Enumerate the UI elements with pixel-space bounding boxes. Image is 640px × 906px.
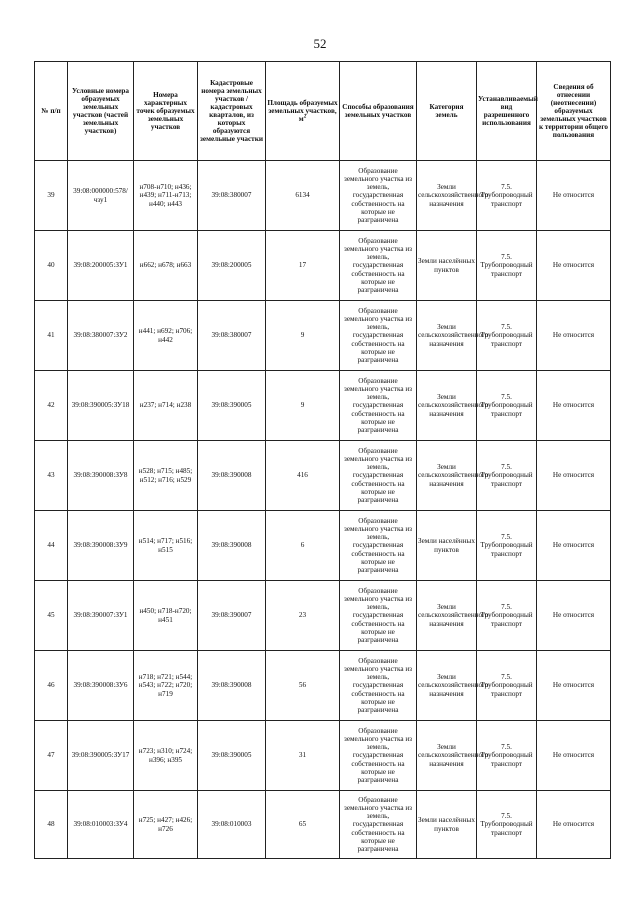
table-row (35, 791, 611, 859)
cell-points-text: н662; н678; н663 (139, 261, 192, 270)
cell-points (134, 301, 198, 371)
cell-plot-id-text: 39:08:000000:578/чзу1 (73, 187, 128, 204)
cell-permitted-use-text: 7.5. Трубопроводный транспорт (480, 812, 533, 837)
cell-plot-id-text: 39:08:010003:ЗУ4 (73, 820, 128, 829)
cell-area-text: 23 (298, 611, 307, 620)
cell-category (417, 511, 477, 581)
cell-cadastral (198, 301, 266, 371)
cell-number-text: 45 (47, 611, 55, 620)
table-row (35, 651, 611, 721)
cell-number (35, 721, 68, 791)
cell-points (134, 581, 198, 651)
cell-permitted-use (477, 511, 537, 581)
cell-method-text: Образование земельного участка из земель, государственная собственность на которые не разграничена (343, 307, 413, 364)
cell-cadastral-text: 39:08:390005 (211, 401, 252, 410)
cell-permitted-use (477, 651, 537, 721)
table-row (35, 231, 611, 301)
cell-area (266, 371, 340, 441)
cell-area-text: 65 (298, 820, 307, 829)
cell-number (35, 301, 68, 371)
cell-category-text: Земли сельскохозяйственного назначения (418, 393, 489, 418)
cell-public-use-text: Не относится (552, 191, 595, 200)
cell-cadastral-text: 39:08:390008 (211, 541, 252, 550)
cell-plot-id (68, 651, 134, 721)
cell-permitted-use-text: 7.5. Трубопроводный транспорт (480, 673, 533, 698)
cell-area-text: 56 (298, 681, 307, 690)
cell-area (266, 581, 340, 651)
col-header-area-text: Площадь образуемых земельных участков, м (267, 98, 338, 124)
cell-category-text: Земли населённых пунктов (418, 257, 475, 274)
cell-points-text: н718; н721; н544; н543; н722; н720; н719 (138, 673, 193, 698)
cell-permitted-use (477, 721, 537, 791)
cell-points (134, 371, 198, 441)
cell-plot-id-text: 39:08:380007:ЗУ2 (73, 331, 128, 340)
col-header-public-use: Сведения об отнесении (неотнесении) образуемых земельных участков к территории общего пользования (537, 62, 611, 161)
land-plots-table (34, 61, 611, 859)
cell-area-text: 6 (300, 541, 305, 550)
cell-method-text: Образование земельного участка из земель, государственная собственность на которые не разграничена (343, 167, 413, 224)
cell-plot-id-text: 39:08:390007:ЗУ1 (73, 611, 128, 620)
cell-area (266, 161, 340, 231)
cell-public-use (537, 161, 611, 231)
col-header-number: № п/п (35, 62, 68, 161)
cell-category-text: Земли населённых пунктов (418, 537, 475, 554)
cell-public-use-text: Не относится (552, 261, 595, 270)
cell-public-use-text: Не относится (552, 401, 595, 410)
cell-plot-id-text: 39:08:390005:ЗУ18 (71, 401, 130, 410)
cell-permitted-use-text: 7.5. Трубопроводный транспорт (480, 183, 533, 208)
cell-permitted-use (477, 441, 537, 511)
cell-public-use (537, 581, 611, 651)
cell-number (35, 231, 68, 301)
cell-category (417, 651, 489, 721)
area-unit-superscript: 2 (303, 114, 307, 120)
cell-permitted-use (477, 301, 537, 371)
cell-plot-id-text: 39:08:390008:ЗУ6 (73, 681, 128, 690)
table-row (35, 511, 611, 581)
cell-category-text: Земли сельскохозяйственного назначения (418, 323, 489, 348)
cell-permitted-use-text: 7.5. Трубопроводный транспорт (480, 253, 533, 278)
cell-method-text: Образование земельного участка из земель, государственная собственность на которые не разграничена (343, 447, 413, 504)
cell-number (35, 581, 68, 651)
cell-category-text: Земли сельскохозяйственного назначения (418, 463, 489, 488)
cell-number-text: 48 (47, 820, 55, 829)
col-header-method: Способы образования земельных участков (340, 62, 417, 161)
cell-number (35, 651, 68, 721)
cell-plot-id (68, 511, 134, 581)
cell-number (35, 511, 68, 581)
cell-public-use-text: Не относится (552, 611, 595, 620)
cell-method (340, 441, 417, 511)
cell-plot-id (68, 371, 134, 441)
col-header-area (266, 62, 340, 161)
cell-category (417, 371, 489, 441)
col-header-points: Номера характерных точек образуемых земельных участков (134, 62, 198, 161)
cell-area (266, 721, 340, 791)
table-header-row (35, 62, 611, 161)
cell-cadastral (198, 721, 266, 791)
cell-area (266, 791, 340, 859)
cell-public-use-text: Не относится (552, 471, 595, 480)
cell-plot-id (68, 581, 134, 651)
cell-public-use-text: Не относится (552, 751, 595, 760)
cell-public-use (537, 371, 611, 441)
cell-category (417, 791, 477, 859)
cell-method-text: Образование земельного участка из земель, государственная собственность на которые не разграничена (343, 587, 413, 644)
cell-permitted-use (477, 791, 537, 859)
cell-number-text: 40 (47, 261, 55, 270)
cell-plot-id-text: 39:08:390008:ЗУ8 (73, 471, 128, 480)
cell-method-text: Образование земельного участка из земель, государственная собственность на которые не разграничена (343, 796, 413, 853)
cell-category (417, 581, 489, 651)
cell-category-text: Земли населённых пунктов (418, 816, 475, 833)
cell-public-use-text: Не относится (552, 820, 595, 829)
cell-public-use-text: Не относится (552, 681, 595, 690)
cell-points (134, 651, 198, 721)
cell-permitted-use-text: 7.5. Трубопроводный транспорт (480, 743, 533, 768)
cell-permitted-use (477, 231, 537, 301)
cell-method-text: Образование земельного участка из земель, государственная собственность на которые не разграничена (343, 377, 413, 434)
col-header-cadastral: Кадастровые номера земельных участков / кадастровых кварталов, из которых образуются земельные участки (198, 62, 266, 161)
cell-area-text: 9 (300, 401, 305, 410)
cell-public-use (537, 231, 611, 301)
cell-public-use (537, 721, 611, 791)
cell-points (134, 161, 198, 231)
table-row (35, 301, 611, 371)
cell-plot-id (68, 441, 134, 511)
cell-category-text: Земли сельскохозяйственного назначения (418, 743, 489, 768)
table-body (35, 161, 611, 859)
cell-cadastral (198, 441, 266, 511)
cell-method (340, 231, 417, 301)
cell-method (340, 581, 417, 651)
cell-points (134, 441, 198, 511)
cell-area-text: 31 (298, 751, 307, 760)
cell-permitted-use-text: 7.5. Трубопроводный транспорт (480, 393, 533, 418)
cell-points-text: н514; н717; н516; н515 (138, 537, 193, 554)
cell-cadastral-text: 39:08:390005 (211, 751, 252, 760)
cell-cadastral (198, 581, 266, 651)
cell-number-text: 39 (47, 191, 55, 200)
cell-method (340, 791, 417, 859)
cell-cadastral-text: 39:08:390007 (211, 611, 252, 620)
cell-cadastral (198, 511, 266, 581)
cell-cadastral (198, 651, 266, 721)
cell-permitted-use-text: 7.5. Трубопроводный транспорт (480, 463, 533, 488)
cell-permitted-use-text: 7.5. Трубопроводный транспорт (480, 533, 533, 558)
cell-points (134, 721, 198, 791)
cell-public-use (537, 791, 611, 859)
cell-points-text: н528; н715; н485; н512; н716; н529 (138, 467, 193, 484)
cell-method (340, 651, 417, 721)
cell-category (417, 231, 477, 301)
cell-cadastral-text: 39:08:200005 (211, 261, 252, 270)
cell-area (266, 441, 340, 511)
cell-method-text: Образование земельного участка из земель, государственная собственность на которые не разграничена (343, 657, 413, 714)
cell-plot-id (68, 721, 134, 791)
cell-method (340, 511, 417, 581)
cell-plot-id (68, 231, 134, 301)
cell-public-use (537, 651, 611, 721)
cell-area (266, 511, 340, 581)
cell-permitted-use-text: 7.5. Трубопроводный транспорт (480, 323, 533, 348)
table-row (35, 161, 611, 231)
cell-public-use (537, 511, 611, 581)
table-row (35, 441, 611, 511)
cell-points-text: н725; н427; н426; н726 (138, 816, 193, 833)
cell-method (340, 301, 417, 371)
cell-number-text: 47 (47, 751, 55, 760)
cell-method-text: Образование земельного участка из земель, государственная собственность на которые не разграничена (343, 237, 413, 294)
cell-plot-id-text: 39:08:390008:ЗУ9 (73, 541, 128, 550)
cell-plot-id (68, 791, 134, 859)
cell-plot-id-text: 39:08:200005:ЗУ1 (73, 261, 128, 270)
cell-points-text: н441; н692; н706; н442 (138, 327, 193, 344)
cell-number-text: 42 (47, 401, 55, 410)
cell-points (134, 511, 198, 581)
cell-plot-id (68, 301, 134, 371)
cell-area-text: 416 (297, 471, 308, 480)
cell-points-text: н237; н714; н238 (139, 401, 192, 410)
cell-cadastral-text: 39:08:380007 (211, 191, 252, 200)
cell-number-text: 41 (47, 331, 55, 340)
cell-cadastral-text: 39:08:390008 (211, 681, 252, 690)
cell-points-text: н450; н718-н720; н451 (139, 607, 192, 624)
cell-cadastral-text: 39:08:390008 (211, 471, 252, 480)
cell-cadastral (198, 231, 266, 301)
cell-area (266, 651, 340, 721)
cell-category (417, 301, 489, 371)
cell-points-text: н708-н710; н436; н439; н711-н713; н440; н443 (139, 183, 192, 208)
cell-number (35, 371, 68, 441)
col-header-permitted-use: Устанавливаемый вид разрешенного использования (477, 62, 537, 161)
cell-points (134, 791, 198, 859)
cell-cadastral (198, 161, 266, 231)
table-row (35, 581, 611, 651)
cell-category (417, 441, 489, 511)
cell-permitted-use-text: 7.5. Трубопроводный транспорт (480, 603, 533, 628)
cell-number-text: 46 (47, 681, 55, 690)
cell-method-text: Образование земельного участка из земель, государственная собственность на которые не разграничена (343, 517, 413, 574)
cell-cadastral-text: 39:08:380007 (211, 331, 252, 340)
cell-number-text: 43 (47, 471, 55, 480)
cell-permitted-use (477, 581, 537, 651)
cell-points (134, 231, 198, 301)
col-header-category: Категория земель (417, 62, 477, 161)
cell-permitted-use (477, 371, 537, 441)
cell-area (266, 301, 340, 371)
cell-category-text: Земли сельскохозяйственного назначения (418, 183, 489, 208)
cell-method (340, 721, 417, 791)
cell-number (35, 161, 68, 231)
cell-cadastral (198, 791, 266, 859)
cell-area-text: 9 (300, 331, 305, 340)
table-row (35, 371, 611, 441)
cell-area (266, 231, 340, 301)
cell-category (417, 721, 489, 791)
table-row (35, 721, 611, 791)
cell-area-text: 17 (298, 261, 307, 270)
cell-cadastral-text: 39:08:010003 (211, 820, 252, 829)
cell-plot-id (68, 161, 134, 231)
cell-public-use-text: Не относится (552, 331, 595, 340)
cell-method-text: Образование земельного участка из земель, государственная собственность на которые не разграничена (343, 727, 413, 784)
cell-method (340, 161, 417, 231)
cell-public-use-text: Не относится (552, 541, 595, 550)
cell-method (340, 371, 417, 441)
cell-category (417, 161, 489, 231)
cell-points-text: н723; н310; н724; н396; н395 (138, 747, 193, 764)
cell-number (35, 441, 68, 511)
cell-plot-id-text: 39:08:390005:ЗУ17 (71, 751, 130, 760)
cell-cadastral (198, 371, 266, 441)
cell-area-text: 6134 (295, 191, 310, 200)
cell-permitted-use (477, 161, 537, 231)
cell-number (35, 791, 68, 859)
cell-category-text: Земли сельскохозяйственного назначения (418, 673, 489, 698)
cell-category-text: Земли сельскохозяйственного назначения (418, 603, 489, 628)
cell-public-use (537, 441, 611, 511)
col-header-plot-id: Условные номера образуемых земельных участков (частей земельных участков) (68, 62, 134, 161)
cell-public-use (537, 301, 611, 371)
cell-number-text: 44 (47, 541, 55, 550)
page-number: 52 (313, 36, 327, 51)
